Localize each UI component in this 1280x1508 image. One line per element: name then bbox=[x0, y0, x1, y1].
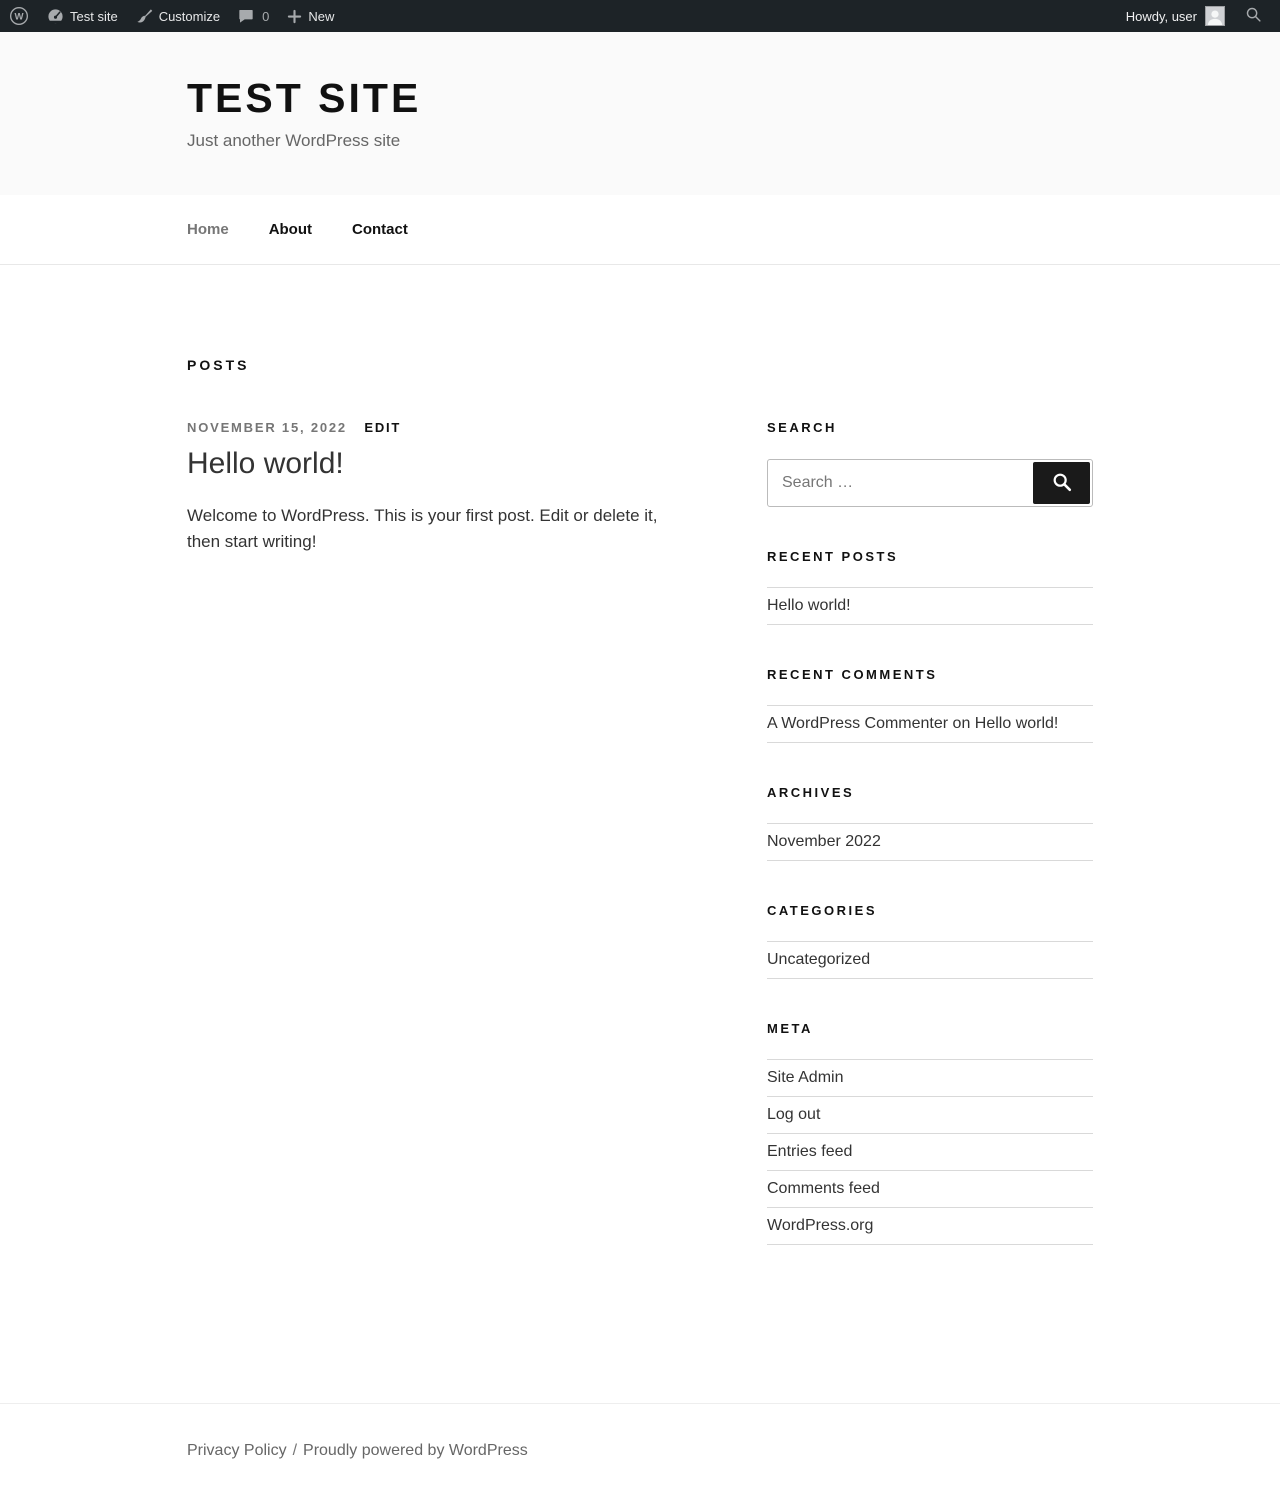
powered-by-link[interactable]: Proudly powered by WordPress bbox=[303, 1442, 528, 1459]
nav-menu bbox=[187, 195, 1093, 264]
admin-bar-site-name: Test site bbox=[70, 8, 118, 24]
main-navigation bbox=[0, 195, 1280, 265]
post-edit-link[interactable]: EDIT bbox=[364, 420, 402, 435]
customize-label: Customize bbox=[158, 8, 221, 24]
categories-widget bbox=[767, 903, 1093, 979]
new-label: New bbox=[308, 8, 335, 24]
nav-link-about[interactable]: About bbox=[268, 221, 313, 238]
privacy-policy-link[interactable]: Privacy Policy bbox=[187, 1442, 287, 1459]
comment-count: 0 bbox=[262, 8, 270, 24]
list-item bbox=[767, 824, 1093, 861]
list-item bbox=[767, 1208, 1093, 1245]
list-item bbox=[767, 1097, 1093, 1134]
list-item bbox=[767, 588, 1093, 625]
search-icon bbox=[1245, 6, 1262, 26]
search-heading: SEARCH bbox=[767, 420, 837, 435]
wordpress-logo-icon bbox=[9, 6, 29, 26]
recent-posts-widget bbox=[767, 549, 1093, 625]
site-tagline: Just another WordPress site bbox=[187, 131, 401, 150]
list-item bbox=[767, 1134, 1093, 1171]
recent-comments-list bbox=[767, 705, 1093, 743]
page-title: POSTS bbox=[187, 357, 250, 373]
meta-widget bbox=[767, 1021, 1093, 1245]
post-date-link[interactable]: NOVEMBER 15, 2022 bbox=[187, 420, 347, 435]
recent-post-link[interactable]: Hello world! bbox=[767, 597, 851, 614]
recent-comments-heading: RECENT COMMENTS bbox=[767, 667, 938, 682]
nav-item-contact bbox=[352, 195, 448, 264]
wordpress-org-link[interactable]: WordPress.org bbox=[767, 1217, 874, 1234]
site-footer bbox=[0, 1403, 1280, 1508]
site-branding bbox=[187, 32, 1093, 195]
comment-bubble-icon bbox=[238, 8, 254, 24]
comment-post-link[interactable]: Hello world! bbox=[974, 715, 1059, 732]
paintbrush-icon bbox=[136, 8, 153, 25]
archive-link[interactable]: November 2022 bbox=[767, 833, 881, 850]
comment-connector: on bbox=[948, 715, 975, 732]
site-title-link[interactable]: TEST SITE bbox=[187, 75, 422, 121]
admin-bar bbox=[0, 0, 1280, 32]
list-item bbox=[767, 1171, 1093, 1208]
comments-feed-link[interactable]: Comments feed bbox=[767, 1180, 880, 1197]
nav-link-home[interactable]: Home bbox=[187, 221, 229, 238]
posts-area bbox=[187, 420, 721, 1287]
site-admin-link[interactable]: Site Admin bbox=[767, 1069, 844, 1086]
footer-separator: / bbox=[292, 1442, 298, 1459]
entries-feed-link[interactable]: Entries feed bbox=[767, 1143, 853, 1160]
dashboard-gauge-icon bbox=[47, 8, 64, 25]
post-title-link[interactable]: Hello world! bbox=[187, 447, 344, 480]
admin-bar-site-link[interactable] bbox=[38, 0, 127, 32]
recent-posts-heading: RECENT POSTS bbox=[767, 549, 899, 564]
site-header bbox=[0, 32, 1280, 195]
recent-posts-list bbox=[767, 587, 1093, 625]
category-link[interactable]: Uncategorized bbox=[767, 951, 871, 968]
archives-widget bbox=[767, 785, 1093, 861]
my-account-button[interactable] bbox=[1118, 6, 1233, 26]
post-body: Welcome to WordPress. This is your first post. Edit or delete it, then start writing! bbox=[187, 505, 658, 551]
search-icon bbox=[1051, 471, 1073, 496]
search-widget bbox=[767, 420, 1093, 507]
search-form bbox=[767, 459, 1093, 507]
recent-comments-widget bbox=[767, 667, 1093, 743]
user-avatar bbox=[1205, 6, 1225, 26]
archives-heading: ARCHIVES bbox=[767, 785, 855, 800]
archives-list bbox=[767, 823, 1093, 861]
comments-button[interactable] bbox=[229, 0, 278, 32]
customize-button[interactable] bbox=[127, 0, 229, 32]
wordpress-menu-button[interactable] bbox=[0, 0, 38, 32]
nav-item-about bbox=[269, 195, 352, 264]
meta-list bbox=[767, 1059, 1093, 1245]
plus-icon bbox=[287, 9, 302, 24]
list-item bbox=[767, 942, 1093, 979]
categories-heading: CATEGORIES bbox=[767, 903, 877, 918]
post-article bbox=[187, 420, 721, 555]
sidebar bbox=[767, 420, 1093, 1287]
log-out-link[interactable]: Log out bbox=[767, 1106, 821, 1123]
meta-heading: META bbox=[767, 1021, 813, 1036]
list-item bbox=[767, 706, 1093, 743]
howdy-text: Howdy, user bbox=[1125, 8, 1197, 24]
search-submit-button[interactable] bbox=[1033, 462, 1090, 504]
site-content bbox=[187, 265, 1093, 1403]
comment-author-link[interactable]: A WordPress Commenter bbox=[767, 715, 949, 732]
admin-bar-search-button[interactable] bbox=[1237, 6, 1270, 26]
nav-link-contact[interactable]: Contact bbox=[352, 221, 408, 238]
nav-item-home bbox=[187, 195, 269, 264]
entry-meta bbox=[187, 420, 721, 435]
categories-list bbox=[767, 941, 1093, 979]
list-item bbox=[767, 1060, 1093, 1097]
new-content-button[interactable] bbox=[278, 0, 343, 32]
svg-text:W: W bbox=[14, 11, 24, 23]
admin-bar-right bbox=[1118, 6, 1270, 26]
